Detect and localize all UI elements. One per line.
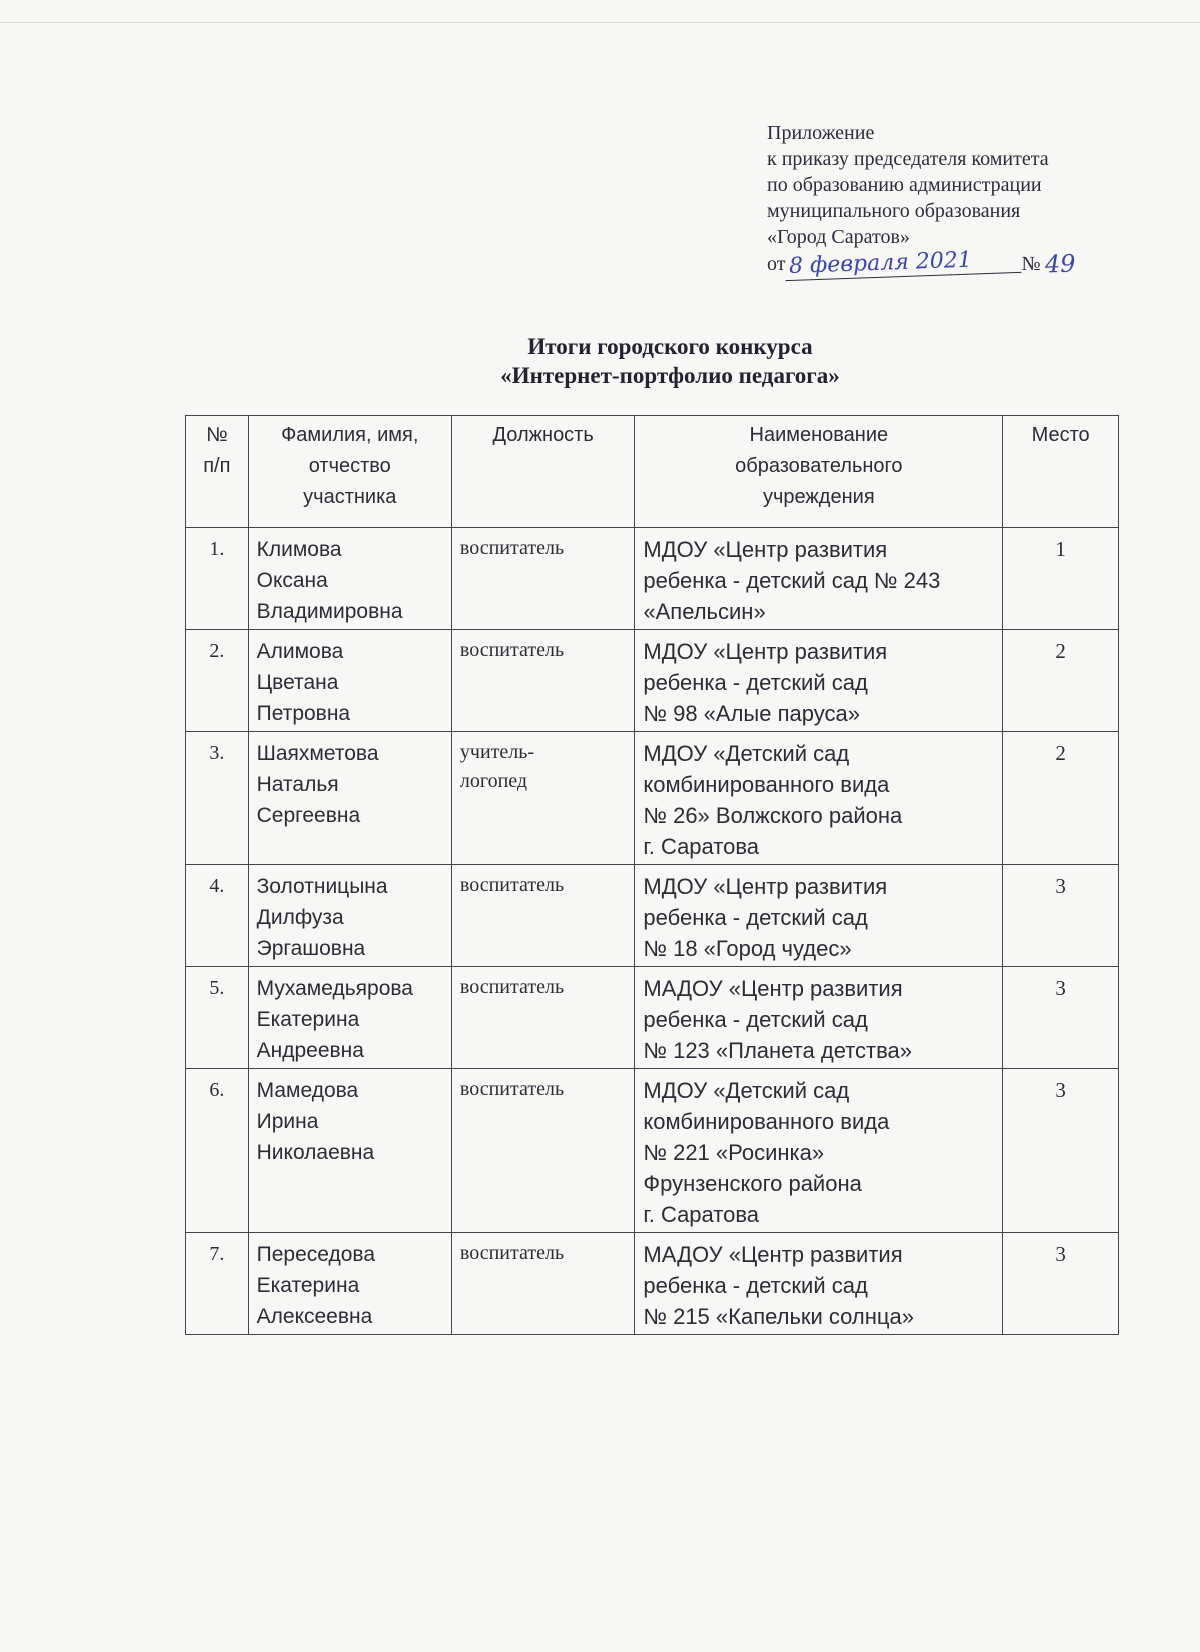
cell-org: МАДОУ «Центр развития ребенка - детский сад № 215 «Капельки солнца»: [635, 1233, 1003, 1335]
cell-org: МДОУ «Центр развития ребенка - детский сад № 243 «Апельсин»: [635, 528, 1003, 630]
scan-edge-line: [0, 22, 1200, 23]
cell-num: 2.: [186, 630, 249, 732]
cell-name: Шаяхметова Наталья Сергеевна: [248, 732, 451, 865]
cell-name: Алимова Цветана Петровна: [248, 630, 451, 732]
cell-place: 3: [1003, 967, 1119, 1069]
cell-name: Золотницына Дилфуза Эргашовна: [248, 865, 451, 967]
table-header-row: [186, 416, 1119, 528]
cell-position: воспитатель: [451, 1233, 634, 1335]
date-prefix: от: [767, 253, 786, 275]
header-position: Должность: [451, 416, 634, 528]
cell-position: воспитатель: [451, 630, 634, 732]
cell-name: Климова Оксана Владимировна: [248, 528, 451, 630]
cell-place: 1: [1003, 528, 1119, 630]
handwritten-date: 8 февраля 2021: [785, 246, 1022, 281]
table-row: [186, 1233, 1119, 1335]
cell-num: 4.: [186, 865, 249, 967]
order-date-line: [767, 247, 1079, 279]
appendix-line: по образованию администрации: [767, 174, 1042, 196]
header-org: Наименование образовательного учреждения: [635, 416, 1003, 528]
cell-org: МДОУ «Центр развития ребенка - детский сад № 98 «Алые паруса»: [635, 630, 1003, 732]
title-line-1: Итоги городского конкурса: [527, 334, 813, 359]
cell-place: 2: [1003, 630, 1119, 732]
table-row: [186, 630, 1119, 732]
cell-org: МДОУ «Детский сад комбинированного вида № 26» Волжского района г. Саратова: [635, 732, 1003, 865]
cell-name: Переседова Екатерина Алексеевна: [248, 1233, 451, 1335]
cell-position: учитель- логопед: [451, 732, 634, 865]
cell-num: 5.: [186, 967, 249, 1069]
header-name: Фамилия, имя, отчество участника: [248, 416, 451, 528]
appendix-header: [767, 120, 1079, 277]
appendix-line: муниципального образования: [767, 200, 1021, 222]
cell-num: 7.: [186, 1233, 249, 1335]
table-row: [186, 865, 1119, 967]
appendix-line: «Город Саратов»: [767, 226, 910, 248]
table-row: [186, 1069, 1119, 1233]
title-line-2: «Интернет-портфолио педагога»: [500, 363, 840, 388]
cell-org: МДОУ «Центр развития ребенка - детский сад № 18 «Город чудес»: [635, 865, 1003, 967]
table-row: [186, 967, 1119, 1069]
table-row: [186, 528, 1119, 630]
cell-place: 3: [1003, 1233, 1119, 1335]
cell-name: Мамедова Ирина Николаевна: [248, 1069, 451, 1233]
header-num: № п/п: [186, 416, 249, 528]
cell-position: воспитатель: [451, 1069, 634, 1233]
cell-num: 6.: [186, 1069, 249, 1233]
cell-num: 1.: [186, 528, 249, 630]
handwritten-order-number: 49: [1044, 249, 1076, 279]
number-sign: №: [1021, 253, 1041, 275]
document-title: [0, 332, 1200, 390]
cell-name: Мухамедьярова Екатерина Андреевна: [248, 967, 451, 1069]
cell-position: воспитатель: [451, 967, 634, 1069]
cell-place: 3: [1003, 1069, 1119, 1233]
appendix-line: Приложение: [767, 122, 875, 144]
appendix-line: к приказу председателя комитета: [767, 148, 1049, 170]
header-place: Место: [1003, 416, 1119, 528]
cell-position: воспитатель: [451, 865, 634, 967]
cell-num: 3.: [186, 732, 249, 865]
table-row: [186, 732, 1119, 865]
cell-place: 2: [1003, 732, 1119, 865]
cell-org: МДОУ «Детский сад комбинированного вида № 221 «Росинка» Фрунзенского района г. Саратова: [635, 1069, 1003, 1233]
results-table: [185, 415, 1119, 1335]
cell-position: воспитатель: [451, 528, 634, 630]
cell-place: 3: [1003, 865, 1119, 967]
cell-org: МАДОУ «Центр развития ребенка - детский сад № 123 «Планета детства»: [635, 967, 1003, 1069]
